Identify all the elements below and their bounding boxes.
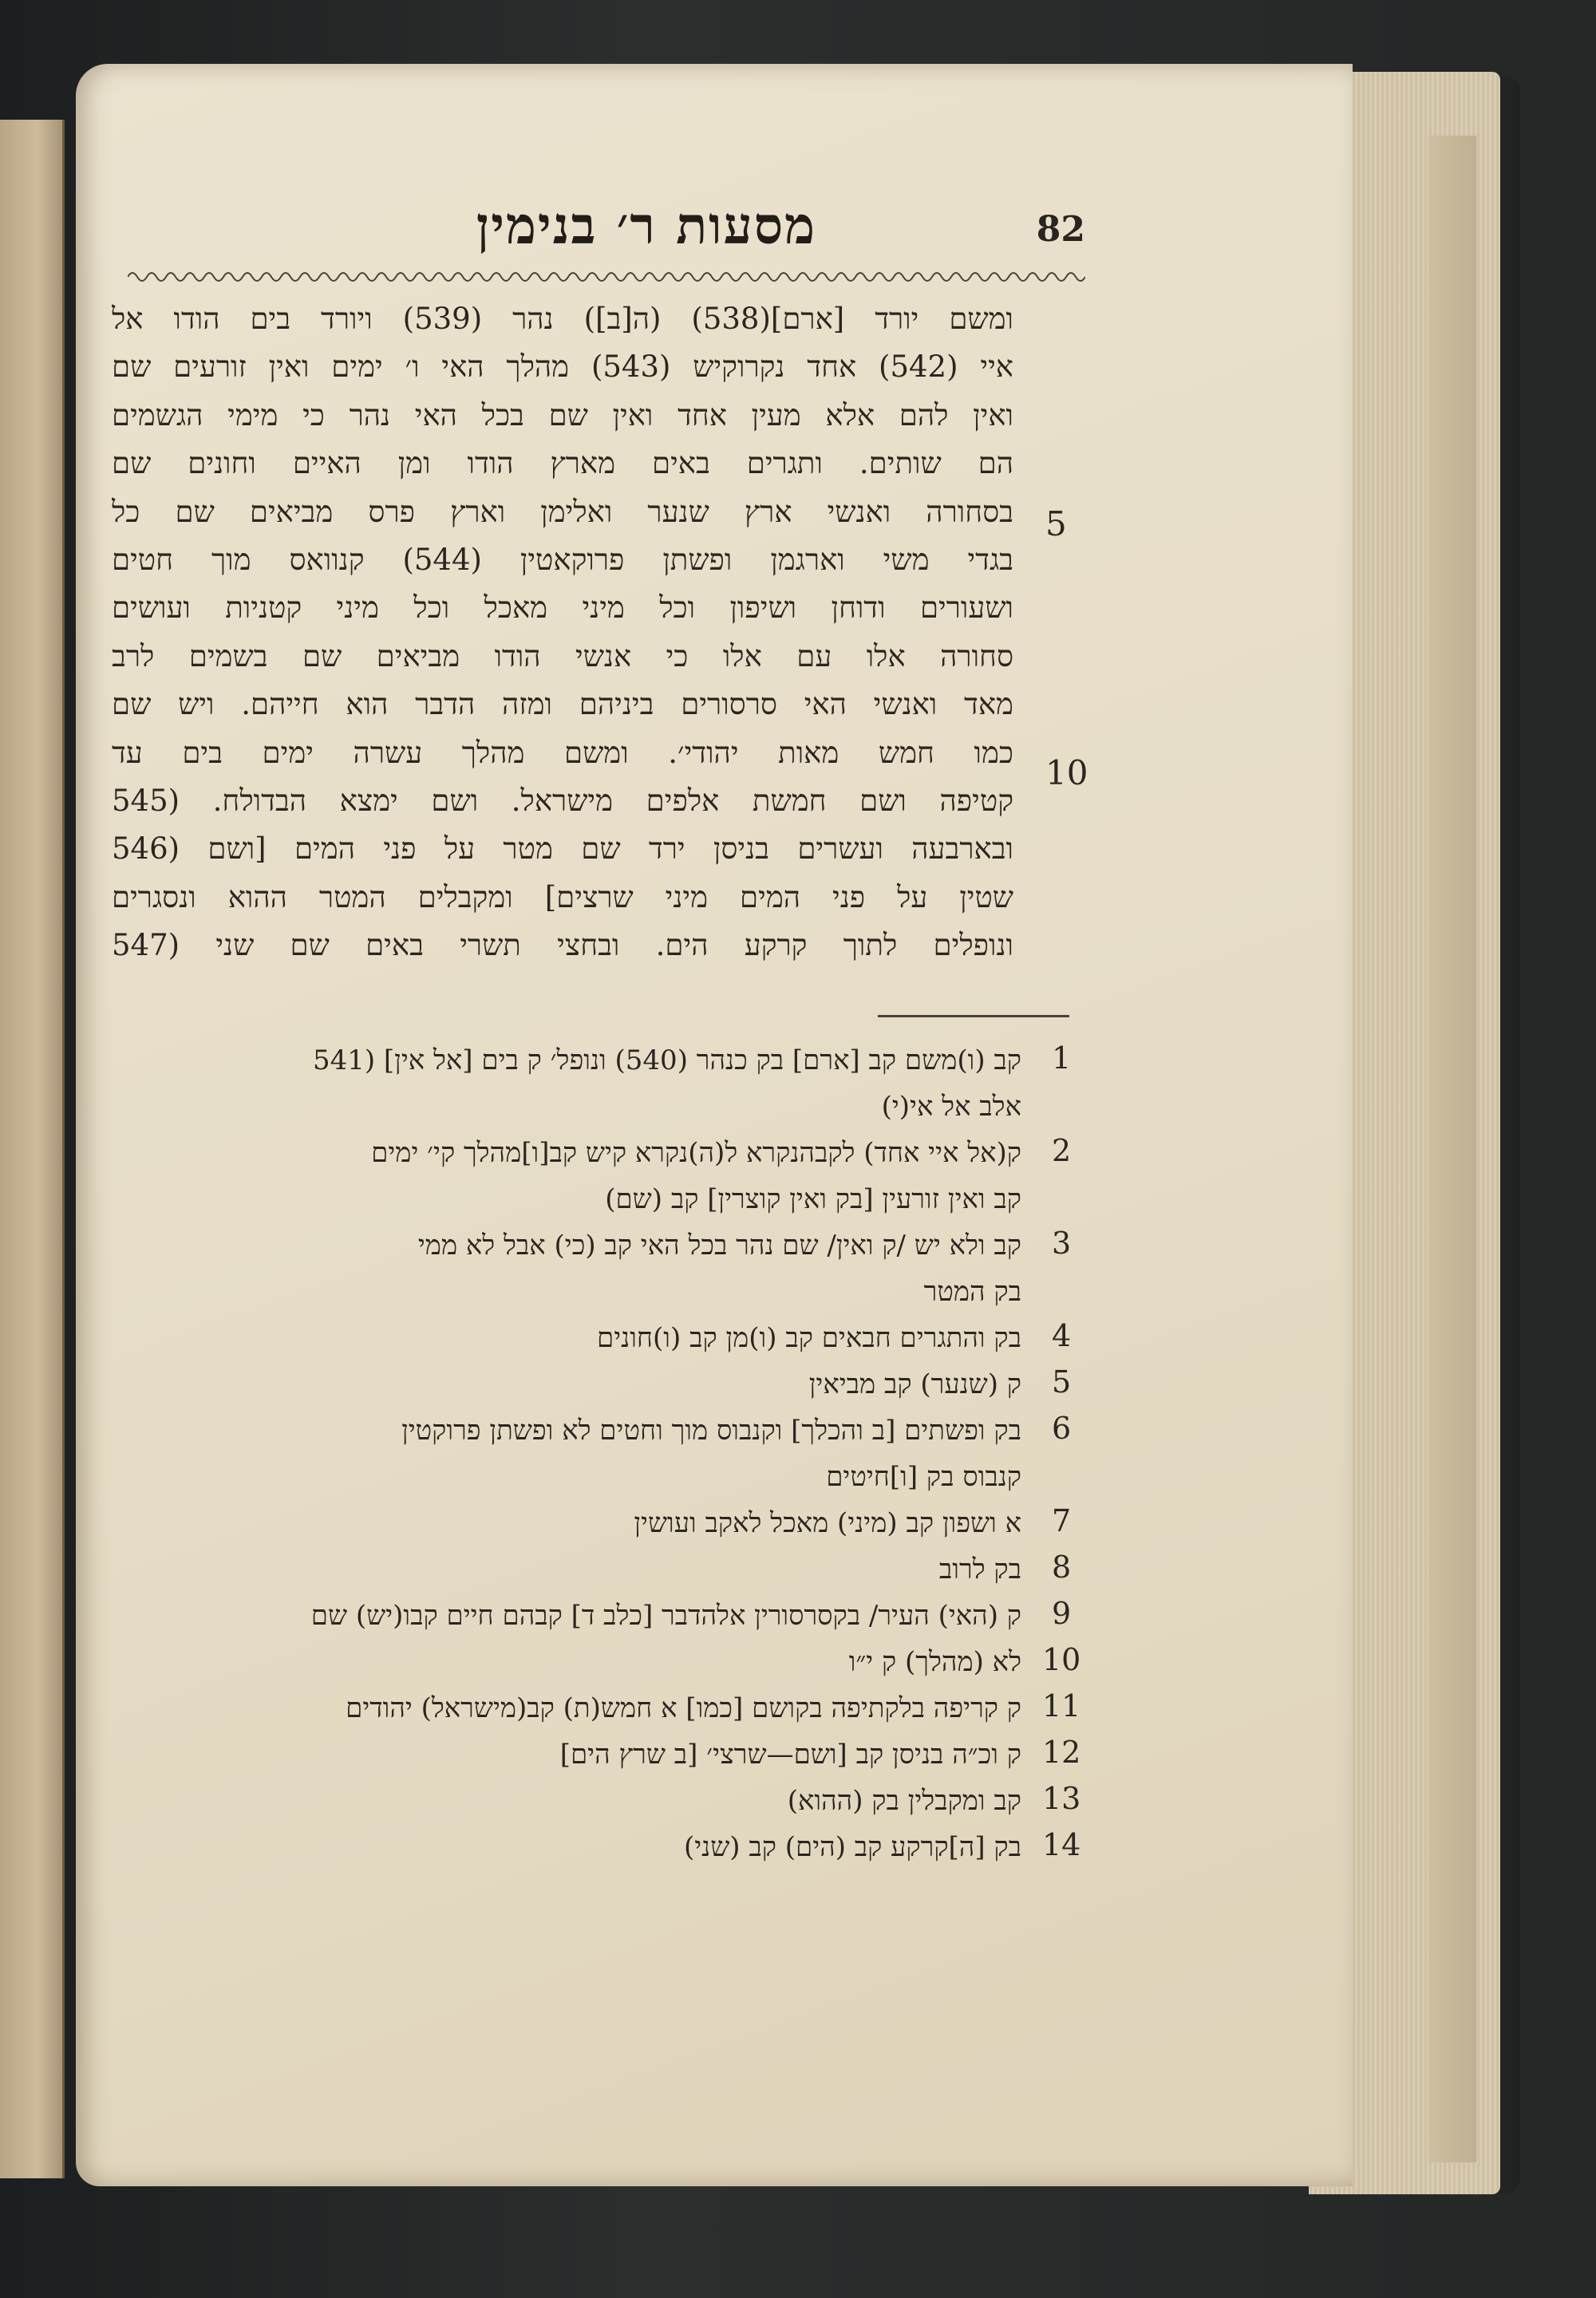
apparatus-line-number: 1 <box>1052 1040 1072 1076</box>
apparatus-row <box>112 1130 1021 1176</box>
apparatus-text: קב ואין זורעין [בק ואין קוצרין] קב (שם) <box>605 1183 1021 1215</box>
apparatus-row <box>112 1084 1021 1130</box>
apparatus-row <box>112 1408 1021 1454</box>
main-text-line: קטיפה ושם חמשת אלפים מישראל. ושם ימצא הבדולח. (545 <box>112 783 1013 818</box>
apparatus-line-number: 13 <box>1042 1781 1081 1816</box>
apparatus-line-number: 4 <box>1052 1318 1072 1353</box>
apparatus-text: א ושפון קב (מיני) מאכל לאקב ועושין <box>634 1507 1021 1539</box>
main-text-line: בגדי משי וארגמן ופשתן פרוקאטין (544) קנוואס מוך חטים <box>112 542 1013 577</box>
critical-apparatus <box>112 1037 1021 1870</box>
apparatus-row <box>112 1593 1021 1639</box>
apparatus-line-number: 12 <box>1042 1735 1081 1770</box>
apparatus-row <box>112 1222 1021 1269</box>
apparatus-text: קנבוס בק [ו]חיטים <box>826 1461 1021 1493</box>
apparatus-line-number: 11 <box>1042 1688 1081 1724</box>
apparatus-text: קב ומקבלין בק (ההוא) <box>787 1785 1021 1817</box>
main-text-line: ושעורים ודוחן ושיפון וכל מיני מאכל וכל מיני קטניות ועושים <box>112 590 1013 626</box>
page-number: 82 <box>1036 209 1085 250</box>
apparatus-line-number: 10 <box>1042 1642 1081 1677</box>
main-text-line: מאד ואנשי האי סרסורים ביניהם ומזה הדבר הוא חייהם. ויש שם <box>112 687 1013 722</box>
page-stack-inner <box>1428 136 1476 2162</box>
apparatus-text: בק [ה]קרקע קב (הים) קב (שני) <box>684 1831 1021 1863</box>
apparatus-text: בק לרוב <box>938 1554 1021 1585</box>
apparatus-row <box>112 1546 1021 1593</box>
main-text-line: איי (542) אחד נקרוקיש (543) מהלך האי ו׳ ימים ואין זורעים שם <box>112 349 1013 385</box>
main-text-line: ובארבעה ועשרים בניסן ירד שם מטר על פני המים [ושם (546 <box>112 831 1013 867</box>
apparatus-line-number: 2 <box>1052 1133 1072 1168</box>
apparatus-line-number: 6 <box>1052 1411 1072 1446</box>
apparatus-line-number: 5 <box>1052 1364 1072 1400</box>
apparatus-row <box>112 1731 1021 1778</box>
apparatus-row <box>112 1454 1021 1500</box>
apparatus-row <box>112 1639 1021 1685</box>
apparatus-text: ק וכ״ה בניסן קב [ושם—שרצי׳ [ב שרץ הים] <box>559 1739 1021 1771</box>
apparatus-text: ק (שנער) קב מביאין <box>808 1368 1021 1400</box>
page-header <box>319 192 1085 263</box>
left-page-edge <box>0 120 65 2178</box>
apparatus-text: בק ופשתים [ב והכלך] וקנבוס מוך וחטים לא ופשתן פרוקטין <box>401 1415 1021 1447</box>
apparatus-row <box>112 1037 1021 1084</box>
main-text-line: ונופלים לתוך קרקע הים. ובחצי תשרי באים שם שני (547 <box>112 928 1013 963</box>
main-text-line: סחורה אלו עם אלו כי אנשי הודו מביאים שם בשמים לרב <box>112 638 1013 673</box>
apparatus-row <box>112 1361 1021 1408</box>
main-text-line: בסחורה ואנשי ארץ שנער ואלימן וארץ פרס מביאים שם כל <box>112 494 1013 529</box>
apparatus-line-number: 3 <box>1052 1226 1072 1261</box>
apparatus-text: בק המטר <box>923 1276 1021 1308</box>
apparatus-row <box>112 1778 1021 1824</box>
apparatus-row <box>112 1269 1021 1315</box>
apparatus-divider <box>878 1015 1069 1017</box>
main-text-line: ומשם יורד [ארם](538) (ה[ב]) נהר (539) ויורד בים הודו אל <box>112 302 1013 336</box>
apparatus-text: ק(אל איי אחד) לקבהנקרא ל(ה)נקרא קיש קב[ו]מהלך קי׳ ימים <box>371 1137 1021 1169</box>
apparatus-row <box>112 1176 1021 1222</box>
apparatus-text: לא (מהלך) ק י״ו <box>848 1646 1021 1678</box>
apparatus-row <box>112 1500 1021 1546</box>
apparatus-line-number: 7 <box>1052 1503 1072 1538</box>
apparatus-row <box>112 1824 1021 1870</box>
apparatus-text: אלב אל אי(י) <box>881 1091 1021 1123</box>
line-number-marker: 5 <box>1045 504 1067 543</box>
apparatus-row <box>112 1315 1021 1361</box>
main-text-line: שטין על פני המים מיני שרצים] ומקבלים המטר ההוא ונסגרים <box>112 879 1013 914</box>
running-head: מסעות ר׳ בנימין <box>476 196 817 256</box>
main-text <box>112 295 1013 969</box>
apparatus-line-number: 9 <box>1052 1596 1072 1631</box>
apparatus-text: קב (ו)משם קב [ארם] בק כנהר (540) ונופל׳ ק בים [אל אין] (541 <box>312 1044 1021 1076</box>
apparatus-text: בק והתגרים חבאים קב (ו)מן קב (ו)חונים <box>597 1322 1021 1354</box>
main-text-line: כמו חמש מאות יהודי׳. ומשם מהלך עשרה ימים בים עד <box>112 735 1013 770</box>
main-text-line: הם שותים. ותגרים באים מארץ הודו ומן האיים וחונים שם <box>112 446 1013 481</box>
apparatus-row <box>112 1685 1021 1731</box>
wavy-rule <box>128 265 1085 289</box>
apparatus-line-number: 8 <box>1052 1550 1072 1585</box>
line-number-marker: 10 <box>1045 753 1088 792</box>
main-text-line: ואין להם אלא מעין אחד ואין שם בכל האי נהר כי מימי הגשמים <box>112 397 1013 432</box>
apparatus-text: קב ולא יש /ק ואין/ שם נהר בכל האי קב (כי) אבל לא ממי <box>417 1230 1021 1262</box>
apparatus-text: ק (האי) העיר/ בקסרסורין אלהדבר [כלב ד] קבהם חיים קבו(יש) שם <box>310 1600 1021 1632</box>
apparatus-text: ק קריפה בלקתיפה בקושם [כמו] א חמש(ת) קב(מישראל) יהודים <box>346 1692 1021 1724</box>
apparatus-line-number: 14 <box>1042 1827 1081 1862</box>
